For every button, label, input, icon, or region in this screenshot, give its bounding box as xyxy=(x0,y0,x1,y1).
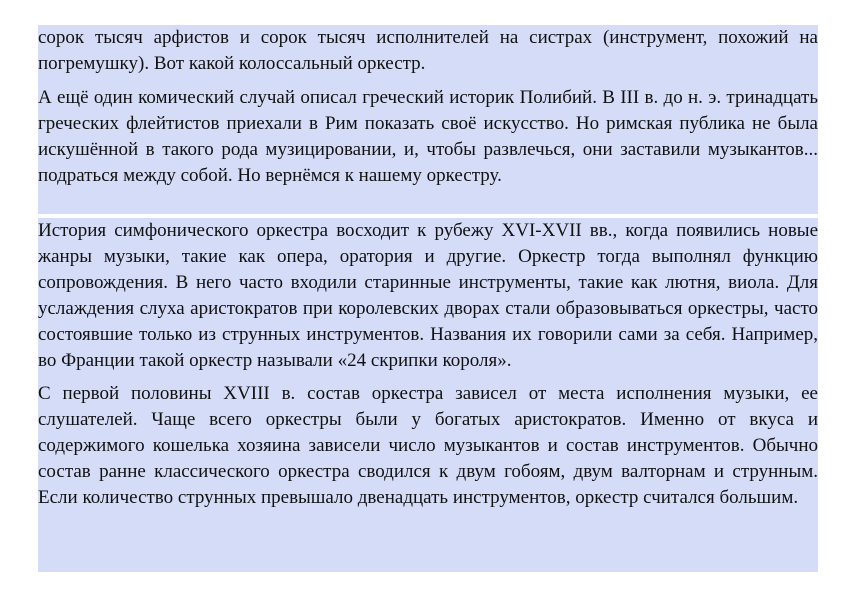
paragraph: История симфонического оркестра восходит к рубежу XVI-XVII вв., когда появились новые жанры музыки, такие как опера, оратория и другие. Оркестр тогда выполнял функцию сопровождения. В него часто входили старинные инструменты, такие как лютня, виола. Для услаждения слуха аристократов при королевских дворах стали образовываться оркестры, часто состоявшие только из струнных инструментов. Названия их говорили сами за себя. Например, во Франции такой оркестр называли «24 скрипки короля». xyxy=(38,220,818,371)
paragraph: С первой половины XVIII в. состав оркестра зависел от места исполнения музыки, ее слушателей. Чаще всего оркестры были у богатых аристократов. Именно от вкуса и содержимого кошелька хозяина зависели число музыкантов и состав инструментов. Обычно состав ранне классического оркестра сводился к двум гобоям, двум валторнам и струнным. Если количество струнных превышало двенадцать инструментов, оркестр считался большим. xyxy=(38,383,818,508)
text-block-1 xyxy=(38,25,818,214)
paragraph: сорок тысяч арфистов и сорок тысяч исполнителей на систрах (инструмент, похожий на погремушку). Вот какой колоссальный оркестр. xyxy=(38,27,818,74)
paragraph: А ещё один комический случай описал греческий историк Полибий. В III в. до н. э. тринадцать греческих флейтистов приехали в Рим показать своё искусство. Но римская публика не была искушённой в такого рода музицировании, и, чтобы развлечься, они заставили музыкантов... подраться между собой. Но вернёмся к нашему оркестру. xyxy=(38,87,818,186)
text-block-2 xyxy=(38,218,818,572)
